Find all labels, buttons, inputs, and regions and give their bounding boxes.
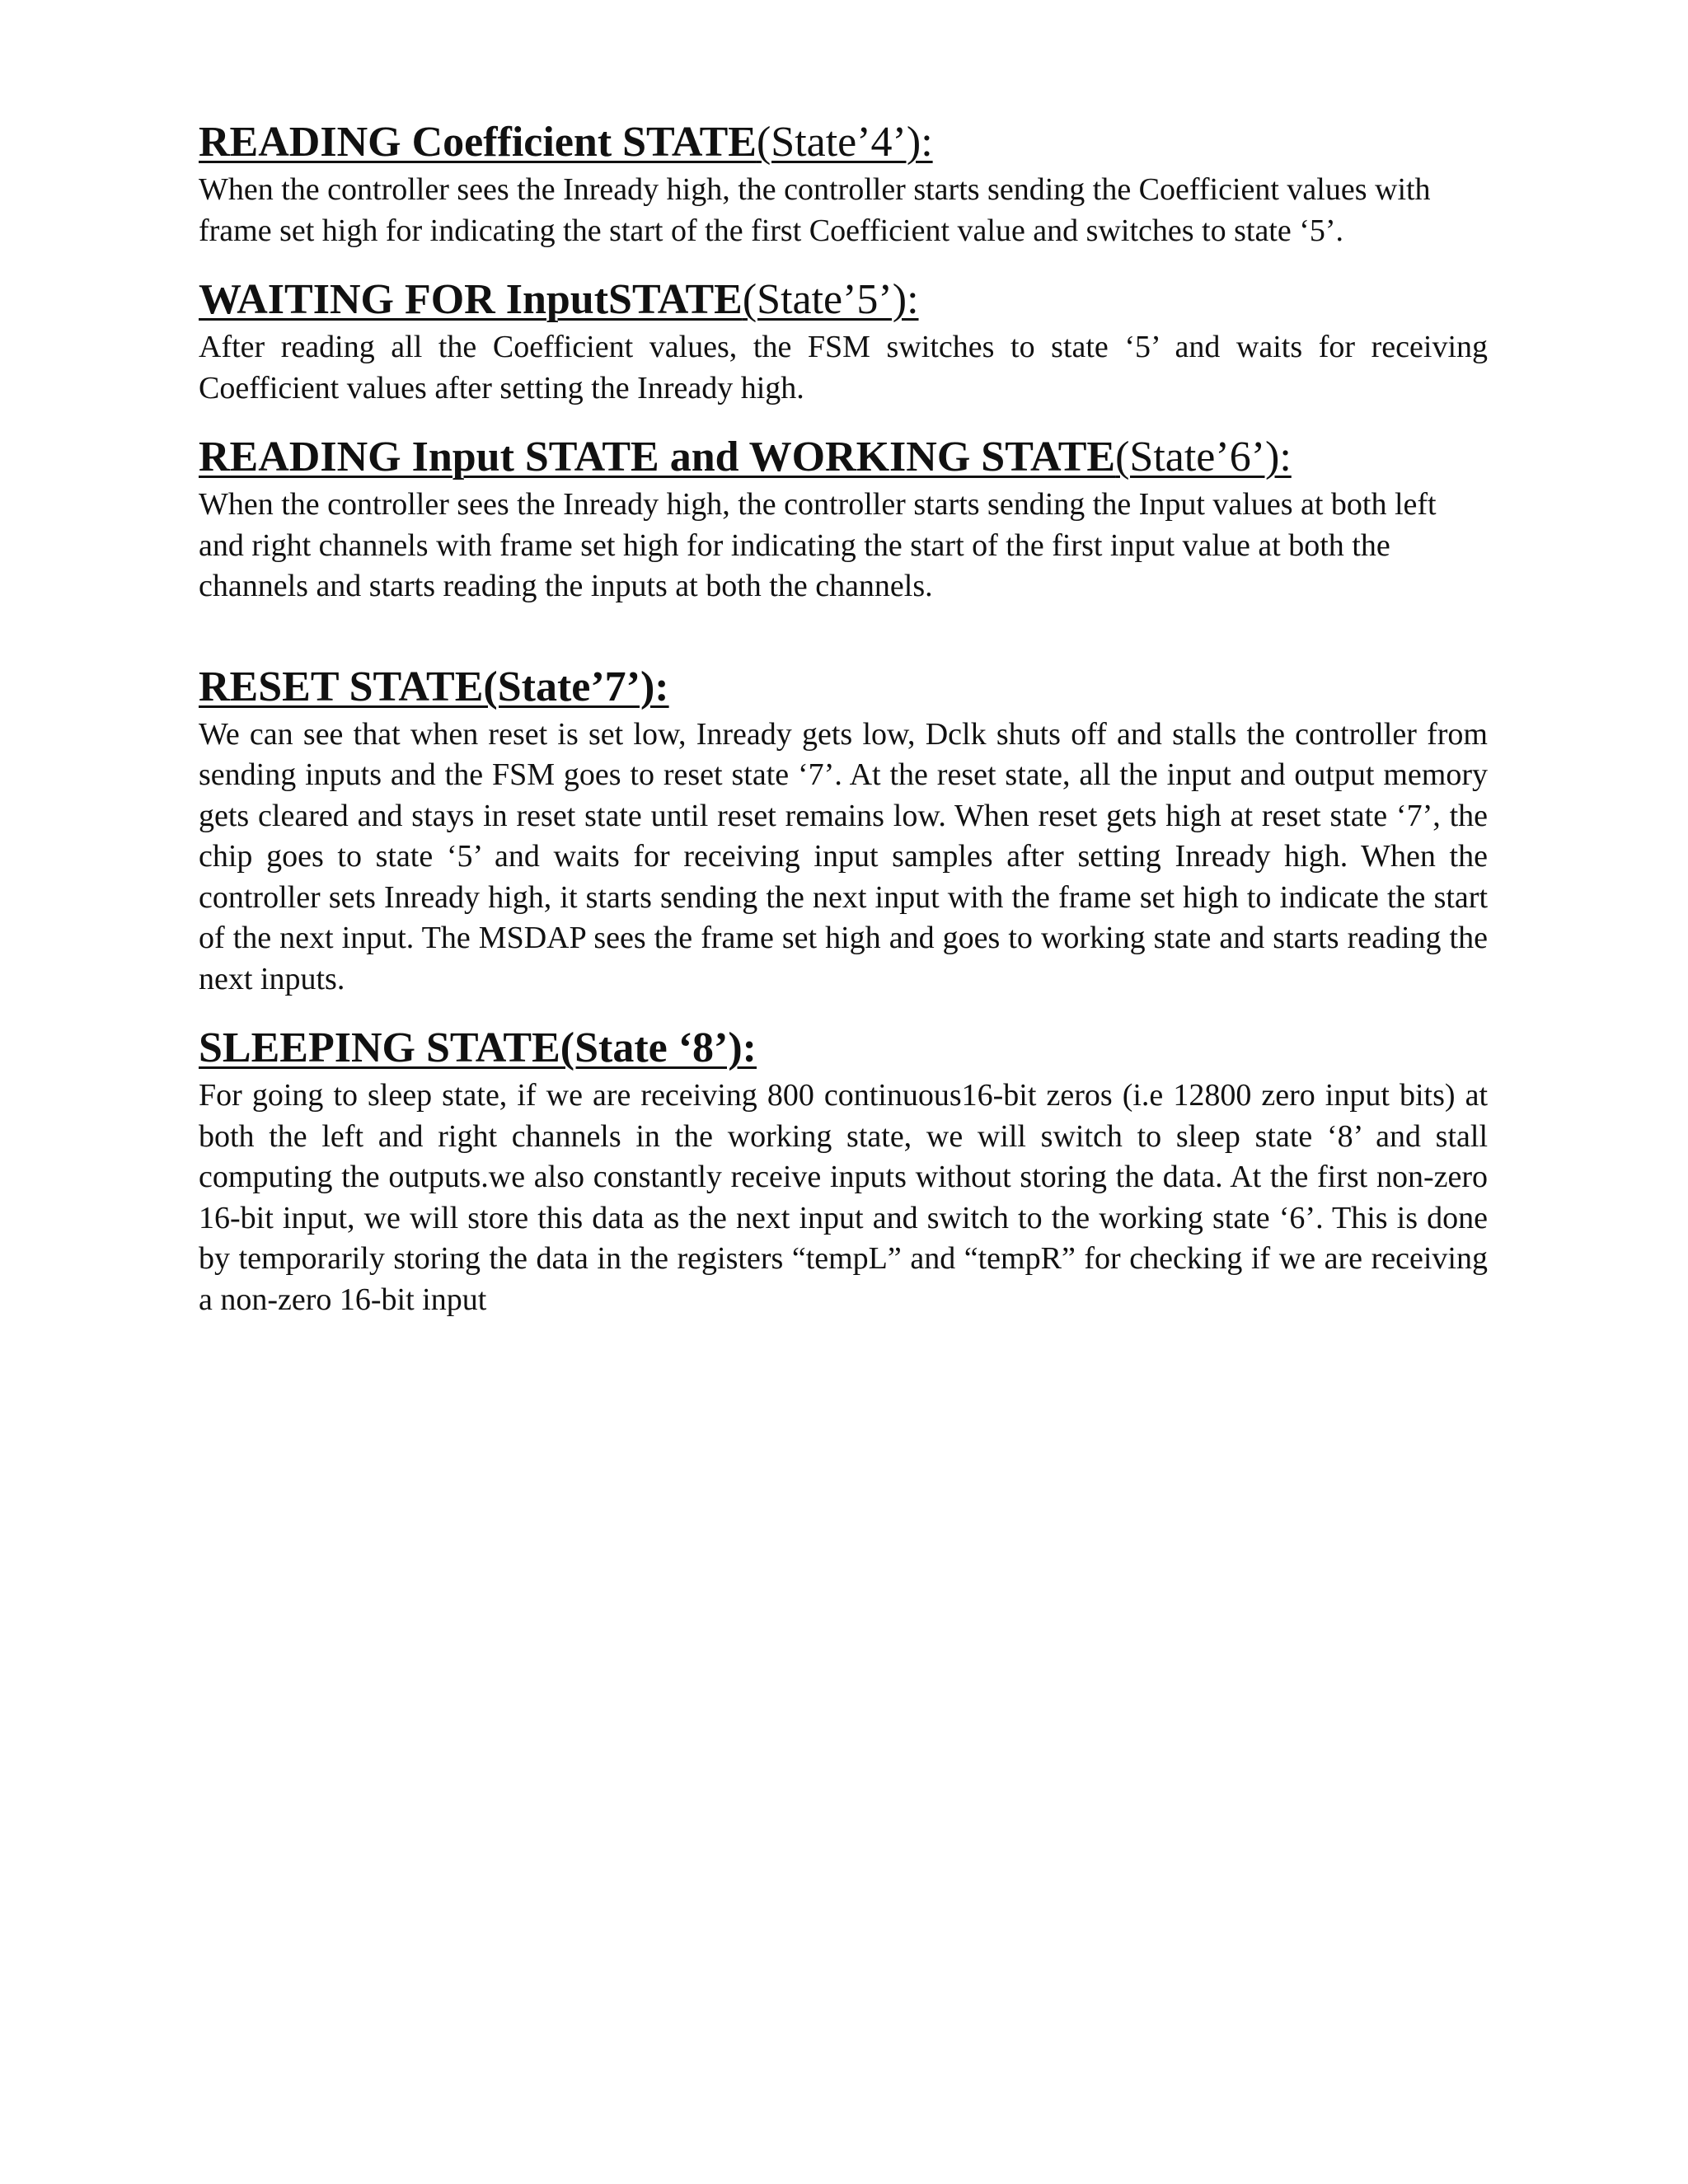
section-heading (199, 115, 1488, 170)
section-reset-state (199, 660, 1488, 1001)
section-sleeping-state (199, 1021, 1488, 1320)
heading-normal-text: (State’5’): (742, 276, 919, 323)
section-body: When the controller sees the Inready high, the controller starts sending the Input values at both left and right channels with frame set high for indicating the start of the first input value at both the channels and starts reading the inputs at both the channels. (199, 487, 1437, 603)
heading-bold-text: READING Coefficient STATE (199, 119, 757, 166)
section-body: For going to sleep state, if we are receiving 800 continuous16-bit zeros (i.e 12800 zero input bits) at both the left and right channels in the working state, we will switch to sleep state ‘8’ and stall computing the outputs.we also constantly receive inputs without storing the data. At the first non-zero 16-bit input, we will store this data as the next input and switch to the working state ‘6’. This is done by temporarily storing the data in the registers “tempL” and “tempR” for checking if we are receiving a non-zero 16-bit input (199, 1078, 1488, 1317)
heading-bold-text: SLEEPING STATE(State ‘8’): (199, 1024, 757, 1071)
section-heading (199, 430, 1488, 485)
heading-bold-text: RESET STATE(State’7’): (199, 663, 669, 710)
heading-normal-text: (State’4’): (756, 119, 933, 166)
section-body: When the controller sees the Inready high, the controller starts sending the Coefficient values with frame set high for indicating the start of the first Coefficient value and switches to state ‘5’. (199, 172, 1431, 248)
section-reading-input-working-state (199, 430, 1488, 607)
section-waiting-for-input-state (199, 273, 1488, 409)
heading-bold-text: READING Input STATE and WORKING STATE (199, 434, 1116, 480)
section-heading (199, 273, 1488, 327)
section-body: We can see that when reset is set low, Inready gets low, Dclk shuts off and stalls the controller from sending inputs and the FSM goes to reset state ‘7’. At the reset state, all the input and output memory gets cleared and stays in reset state until reset remains low. When reset gets high at reset state ‘7’, the chip goes to state ‘5’ and waits for receiving input samples after setting Inready high. When the controller sets Inready high, it starts sending the next input with the frame set high to indicate the start of the next input. The MSDAP sees the frame set high and goes to working state and starts reading the next inputs. (199, 716, 1488, 996)
section-heading (199, 660, 1488, 715)
heading-normal-text: (State’6’): (1115, 434, 1292, 480)
section-heading (199, 1021, 1488, 1076)
heading-bold-text: WAITING FOR InputSTATE (199, 276, 743, 323)
document-page (199, 115, 1488, 1320)
section-body: After reading all the Coefficient values, the FSM switches to state ‘5’ and waits for receiving Coefficient values after setting the Inready high. (199, 330, 1488, 405)
section-reading-coefficient-state (199, 115, 1488, 251)
